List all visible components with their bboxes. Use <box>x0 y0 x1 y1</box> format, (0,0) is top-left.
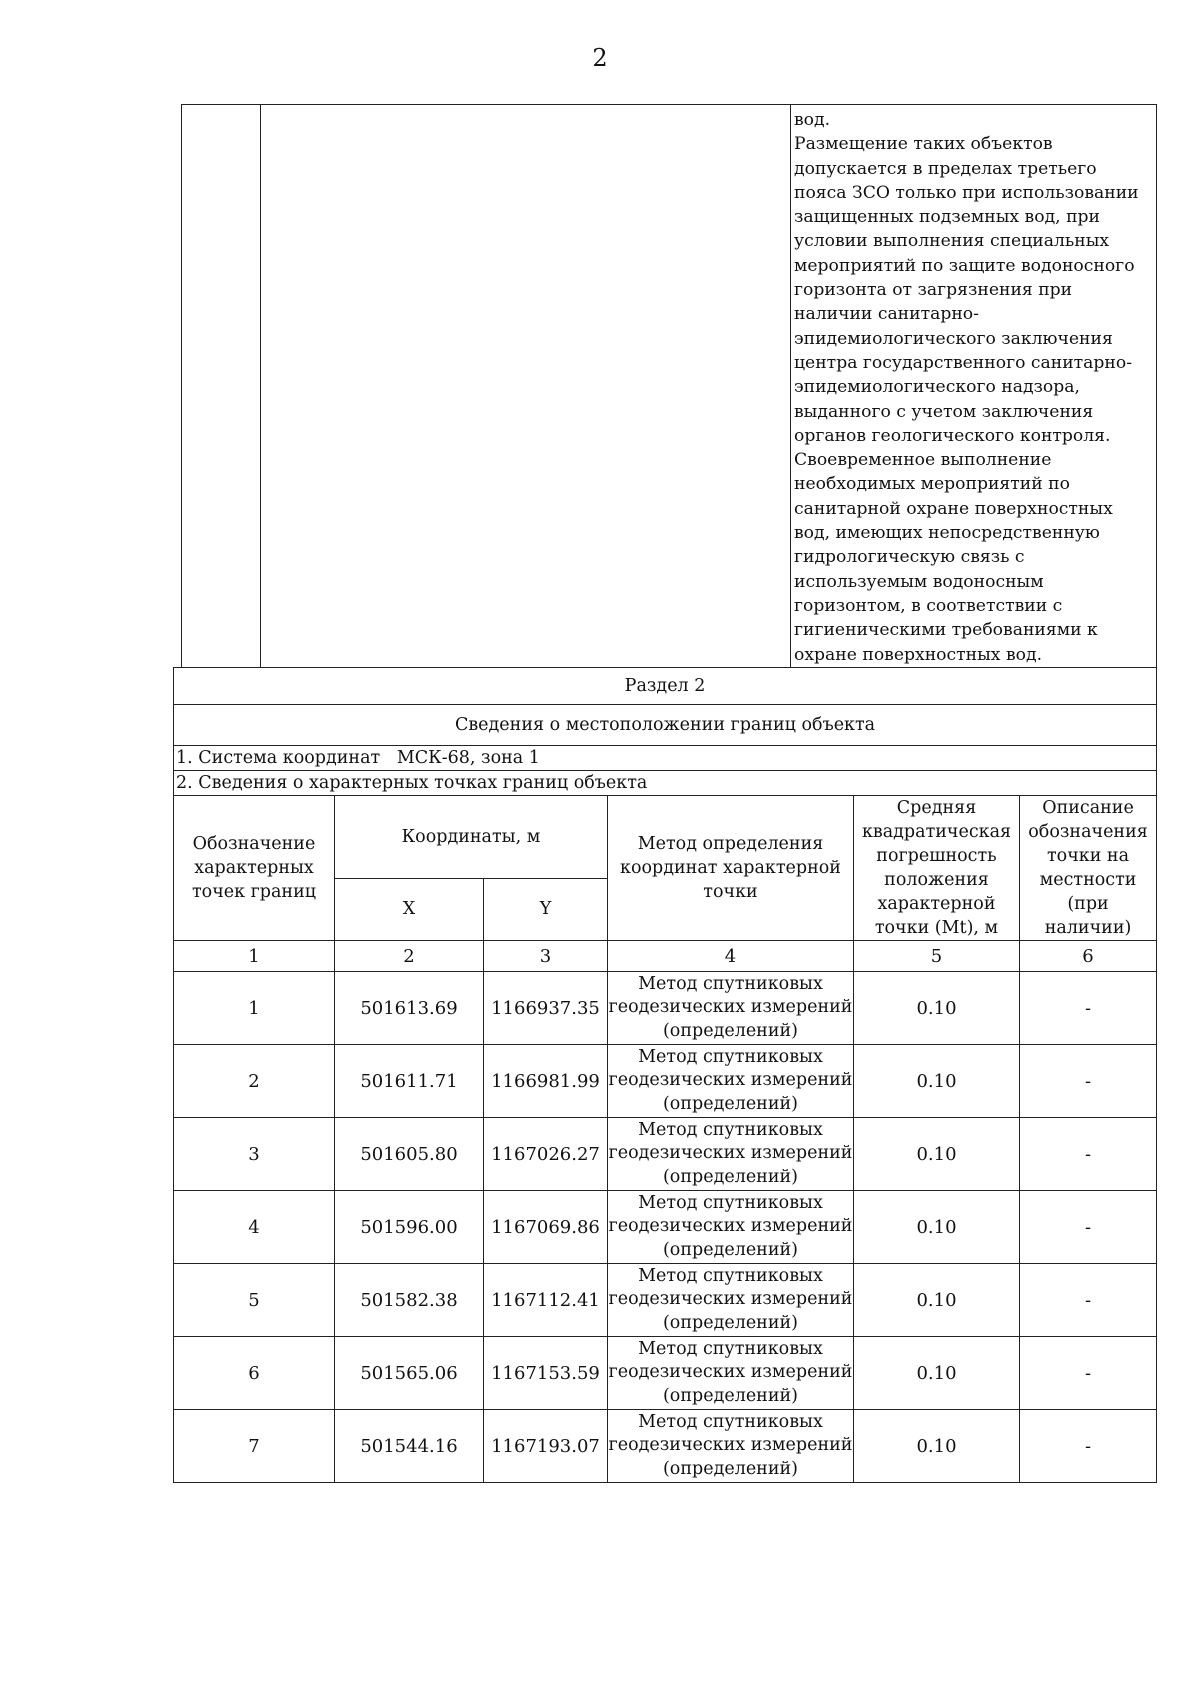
method: Метод спутниковых геодезических измерений (определений) <box>608 1045 854 1118</box>
coord-x: 501544.16 <box>335 1410 484 1483</box>
mt-error: 0.10 <box>854 1191 1020 1264</box>
coord-y: 1166981.99 <box>484 1045 608 1118</box>
point-description: - <box>1020 1410 1157 1483</box>
column-number: 5 <box>854 941 1020 972</box>
method: Метод спутниковых геодезических измерений (определений) <box>608 1118 854 1191</box>
coord-y: 1167193.07 <box>484 1410 608 1483</box>
point-number: 7 <box>174 1410 335 1483</box>
table-row <box>174 1118 1157 1191</box>
points-caption: 2. Сведения о характерных точках границ объекта <box>174 771 1157 796</box>
column-number: 4 <box>608 941 854 972</box>
coord-y: 1167026.27 <box>484 1118 608 1191</box>
continuation-table <box>181 104 1157 668</box>
coord-x: 501596.00 <box>335 1191 484 1264</box>
point-description: - <box>1020 1191 1157 1264</box>
coord-x: 501605.80 <box>335 1118 484 1191</box>
method: Метод спутниковых геодезических измерений (определений) <box>608 1410 854 1483</box>
table-row <box>174 1264 1157 1337</box>
coord-y: 1167069.86 <box>484 1191 608 1264</box>
point-description: - <box>1020 972 1157 1045</box>
column-number: 1 <box>174 941 335 972</box>
header-error: Средняя квадратическая погрешность положения характерной точки (Mt), м <box>854 796 1020 941</box>
mt-error: 0.10 <box>854 1045 1020 1118</box>
paragraph-3: Своевременное выполнение необходимых мероприятий по санитарной охране поверхностных вод, имеющих непосредственную гидрологическую связь с используемым водоносным горизонтом, в соответствии с гигиеническими требованиями к охране поверхностных вод. <box>794 450 1113 665</box>
header-coordinates: Координаты, м <box>335 796 608 879</box>
coord-x: 501565.06 <box>335 1337 484 1410</box>
point-number: 5 <box>174 1264 335 1337</box>
table-row <box>174 1410 1157 1483</box>
mt-error: 0.10 <box>854 972 1020 1045</box>
point-number: 4 <box>174 1191 335 1264</box>
mt-error: 0.10 <box>854 1410 1020 1483</box>
point-description: - <box>1020 1264 1157 1337</box>
table-row <box>174 1045 1157 1118</box>
coord-y: 1167112.41 <box>484 1264 608 1337</box>
method: Метод спутниковых геодезических измерений (определений) <box>608 1337 854 1410</box>
point-number: 2 <box>174 1045 335 1118</box>
column-number: 6 <box>1020 941 1157 972</box>
boundary-points-table <box>173 667 1157 1483</box>
method: Метод спутниковых геодезических измерений (определений) <box>608 1264 854 1337</box>
header-y: Y <box>484 878 608 940</box>
coord-x: 501582.38 <box>335 1264 484 1337</box>
paragraph-1: вод. <box>794 110 831 130</box>
coord-x: 501611.71 <box>335 1045 484 1118</box>
empty-cell-2 <box>261 105 791 668</box>
table-row <box>174 972 1157 1045</box>
mt-error: 0.10 <box>854 1118 1020 1191</box>
column-number: 3 <box>484 941 608 972</box>
mt-error: 0.10 <box>854 1264 1020 1337</box>
point-description: - <box>1020 1337 1157 1410</box>
table-row <box>174 1337 1157 1410</box>
section-title: Раздел 2 <box>174 668 1157 705</box>
header-description: Описание обозначения точки на местности (при наличии) <box>1020 796 1157 941</box>
column-number: 2 <box>335 941 484 972</box>
point-description: - <box>1020 1118 1157 1191</box>
empty-cell-1 <box>182 105 261 668</box>
coordinate-system: 1. Система координат МСК-68, зона 1 <box>174 746 1157 771</box>
coord-y: 1166937.35 <box>484 972 608 1045</box>
mt-error: 0.10 <box>854 1337 1020 1410</box>
method: Метод спутниковых геодезических измерений (определений) <box>608 972 854 1045</box>
table-row <box>174 1191 1157 1264</box>
restrictions-text-cell <box>791 105 1157 668</box>
coord-y: 1167153.59 <box>484 1337 608 1410</box>
point-description: - <box>1020 1045 1157 1118</box>
header-designation: Обозначение характерных точек границ <box>174 796 335 941</box>
point-number: 1 <box>174 972 335 1045</box>
header-x: X <box>335 878 484 940</box>
point-number: 3 <box>174 1118 335 1191</box>
point-number: 6 <box>174 1337 335 1410</box>
page-number: 2 <box>592 44 608 72</box>
header-method: Метод определения координат характерной точки <box>608 796 854 941</box>
coord-x: 501613.69 <box>335 972 484 1045</box>
section-subtitle: Сведения о местоположении границ объекта <box>174 705 1157 746</box>
method: Метод спутниковых геодезических измерений (определений) <box>608 1191 854 1264</box>
paragraph-2: Размещение таких объектов допускается в пределах третьего пояса ЗСО только при использовании защищенных подземных вод, при условии выполнения специальных мероприятий по защите водоносного горизонта от загрязнения при наличии санитарно-эпидемиологического заключения центра государственного санитарно-эпидемиологического надзора, выданного с учетом заключения органов геологического контроля. <box>794 134 1139 446</box>
